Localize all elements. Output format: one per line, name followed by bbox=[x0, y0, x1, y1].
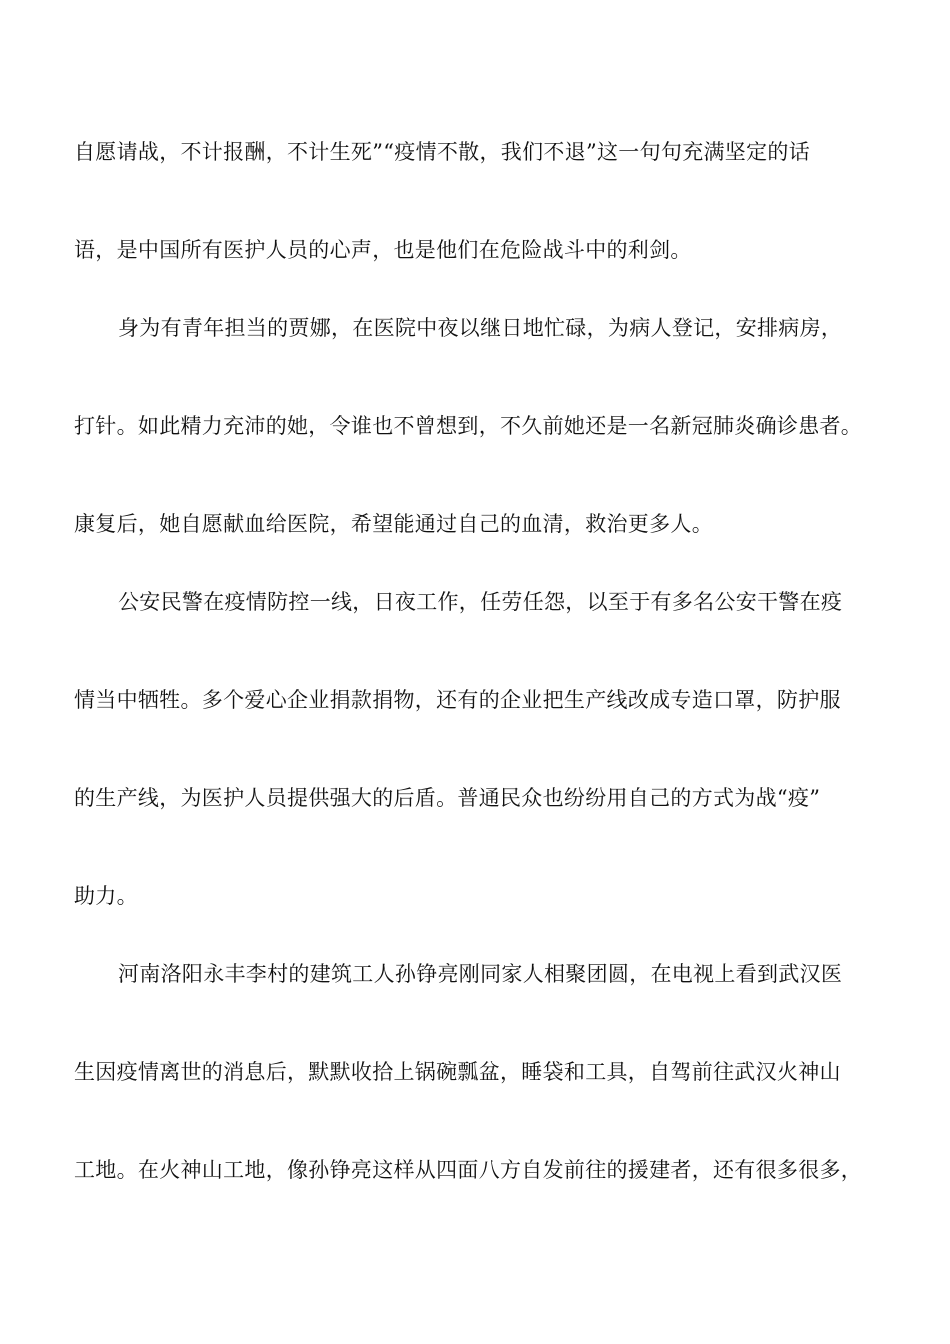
text-line: 工地。在火神山工地，像孙铮亮这样从四面八方自发前往的援建者，还有很多很多， bbox=[74, 1158, 863, 1182]
text-line: 语，是中国所有医护人员的心声，也是他们在危险战斗中的利剑。 bbox=[74, 238, 692, 262]
text-line: 的生产线，为医护人员提供强大的后盾。普通民众也纷纷用自己的方式为战“疫” bbox=[74, 786, 821, 810]
paragraph-start-line: 公安民警在疫情防控一线，日夜工作，任劳任怨，以至于有多名公安干警在疫 bbox=[118, 590, 843, 614]
text-line: 助力。 bbox=[74, 884, 138, 908]
text-line: 生因疫情离世的消息后，默默收拾上锅碗瓢盆，睡袋和工具，自驾前往武汉火神山 bbox=[74, 1060, 841, 1084]
text-line: 自愿请战，不计报酬，不计生死”“疫情不散，我们不退”这一句句充满坚定的话 bbox=[74, 140, 811, 164]
text-line: 情当中牺牲。多个爱心企业捐款捐物，还有的企业把生产线改成专造口罩，防护服 bbox=[74, 688, 841, 712]
text-line: 康复后，她自愿献血给医院，希望能通过自己的血清，救治更多人。 bbox=[74, 512, 713, 536]
paragraph-start-line: 身为有青年担当的贾娜，在医院中夜以继日地忙碌，为病人登记，安排病房， bbox=[118, 316, 843, 340]
text-line: 打针。如此精力充沛的她，令谁也不曾想到，不久前她还是一名新冠肺炎确诊患者。 bbox=[74, 414, 863, 438]
paragraph-start-line: 河南洛阳永丰李村的建筑工人孙铮亮刚同家人相聚团圆，在电视上看到武汉医 bbox=[118, 962, 843, 986]
